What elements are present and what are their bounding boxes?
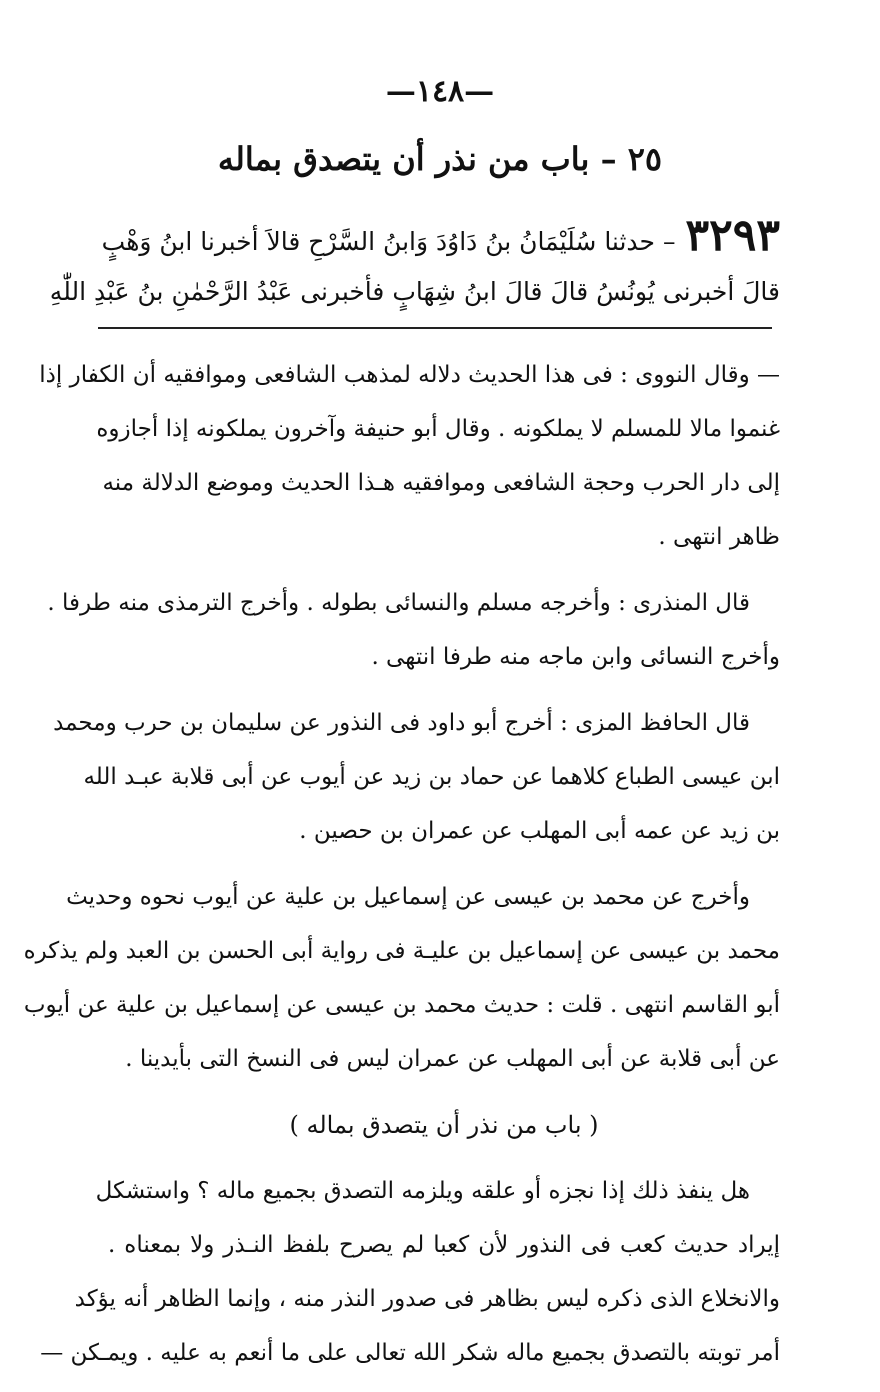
commentary <box>23 348 780 1392</box>
text-line: وأخرج عن محمد بن عيسى عن إسماعيل بن علية عن أيوب نحوه وحديث <box>66 884 750 910</box>
section-subheading: ( باب من نذر أن يتصدق بماله ) <box>289 1111 599 1139</box>
paragraph-ibn-ulayya <box>23 870 780 1086</box>
text-line: ابن عيسى الطباع كلاهما عن حماد بن زيد عن أيوب عن أبى قلابة عبـد الله <box>83 764 780 790</box>
footnote-divider <box>98 327 772 329</box>
hadith-number: ٣٢٩٣ <box>685 210 780 261</box>
paragraph-final <box>40 1164 780 1380</box>
text-line: محمد بن عيسى عن إسماعيل بن عليـة فى رواية أبى الحسن بن العبد ولم يذكره <box>23 938 780 964</box>
paragraph-mundhiri <box>47 576 780 684</box>
paragraph-mizzi <box>53 696 780 858</box>
text-line: قال المنذرى : وأخرجه مسلم والنسائى بطوله . وأخرج الترمذى منه طرفا . <box>47 590 750 616</box>
hadith-block <box>49 208 780 320</box>
hadith-line <box>49 264 780 320</box>
text-line: غنموا مالا للمسلم لا يملكونه . وقال أبو حنيفة وآخرون يملكونه إذا أجازوه <box>96 416 780 442</box>
page-number: —١٤٨— <box>385 74 495 109</box>
text-line: والانخلاع الذى ذكره ليس بظاهر فى صدور النذر منه ، وإنما الظاهر أنه يؤكد <box>74 1286 780 1312</box>
text-line: أمر توبته بالتصدق بجميع ماله شكر الله تعالى على ما أنعم به عليه . ويمـكن — <box>40 1340 780 1366</box>
text-line: عن أبى قلابة عن أبى المهلب عن عمران ليس فى النسخ التى بأيدينا . <box>125 1046 780 1072</box>
text-line: — وقال النووى : فى هذا الحديث دلاله لمذهب الشافعى وموافقيه أن الكفار إذا <box>39 362 780 388</box>
text-line: وأخرج النسائى وابن ماجه منه طرفا انتهى . <box>371 644 780 670</box>
text-line: بن زيد عن عمه أبى المهلب عن عمران بن حصين . <box>299 818 780 844</box>
text-line: هل ينفذ ذلك إذا نجزه أو علقه ويلزمه التصدق بجميع ماله ؟ واستشكل <box>95 1178 750 1204</box>
hadith-text: – حدثنا سُلَيْمَانُ بنُ دَاوُدَ وَابنُ السَّرْحِ قالاَ أخبرنا ابنُ وَهْبٍ <box>101 227 676 256</box>
text-line: إيراد حديث كعب فى النذور لأن كعبا لم يصرح بلفظ النـذر ولا بمعناه . <box>108 1232 780 1258</box>
paragraph-nawawi <box>39 348 780 564</box>
hadith-text: قالَ أخبرنى يُونُسُ قالَ قالَ ابنُ شِهَابٍ فأخبرنى عَبْدُ الرَّحْمٰنِ بنُ عَبْدِ اللّٰهِ <box>49 277 780 306</box>
chapter-title: ٢٥ – باب من نذر أن يتصدق بماله <box>217 140 663 178</box>
text-line: أبو القاسم انتهى . قلت : حديث محمد بن عيسى عن إسماعيل بن علية عن أيوب <box>23 992 780 1018</box>
hadith-line <box>101 208 780 264</box>
text-line: قال الحافظ المزى : أخرج أبو داود فى النذور عن سليمان بن حرب ومحمد <box>53 710 750 736</box>
text-line: إلى دار الحرب وحجة الشافعى وموافقيه هـذا الحديث وموضع الدلالة منه <box>102 470 780 496</box>
text-line: ظاهر انتهى . <box>658 524 780 550</box>
